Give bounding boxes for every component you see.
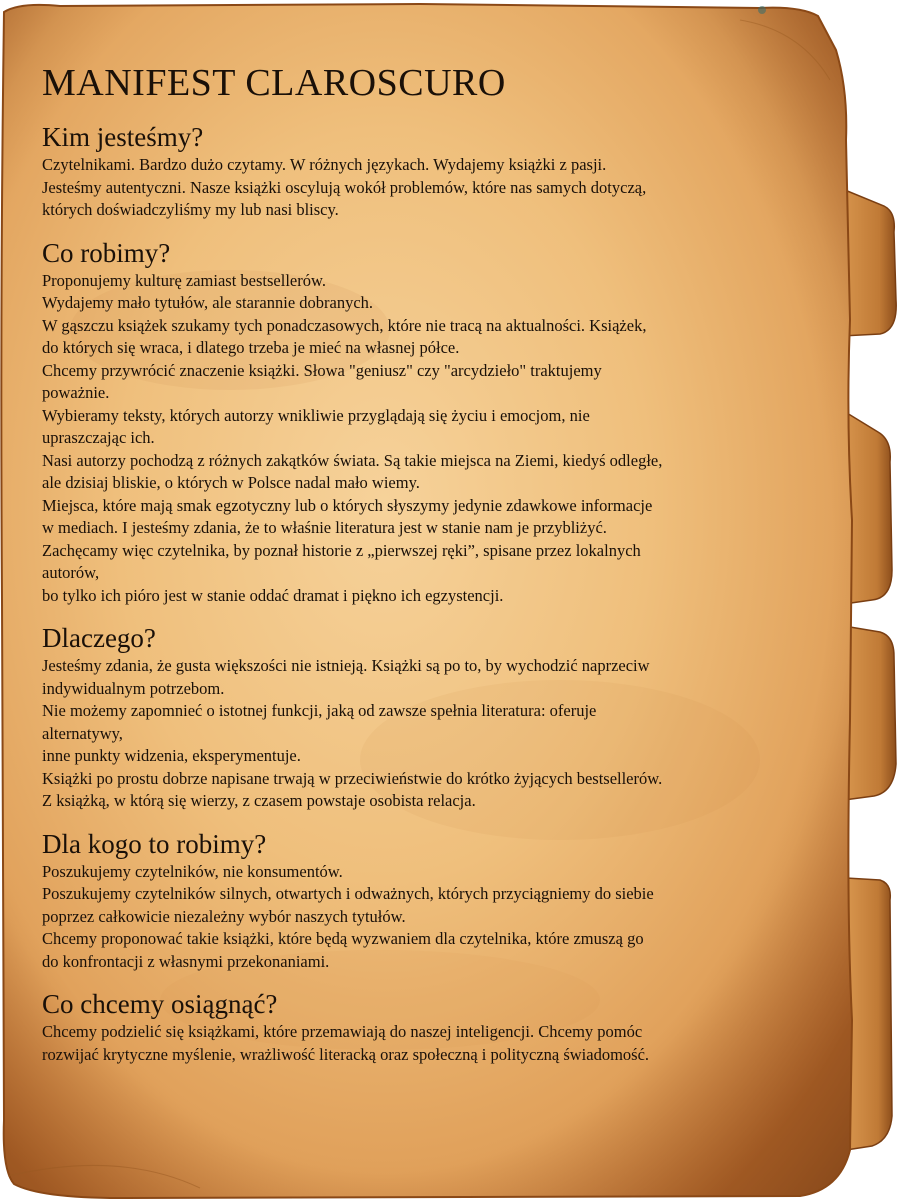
paragraph-line: do których się wraca, i dlatego trzeba je mieć na własnej półce. [42,338,460,357]
paragraph-line: Wybieramy teksty, których autorzy wnikliwie przyglądają się życiu i emocjom, nie [42,405,590,425]
paragraph-line: których doświadczyliśmy my lub nasi bliscy. [42,200,339,219]
paragraph-line: Miejsca, które mają smak egzotyczny lub o których słyszymy jedynie zdawkowe informacje [42,495,653,515]
paragraph-line: upraszczając ich. [42,428,155,447]
paragraph-line: Chcemy podzielić się książkami, które przemawiają do naszej inteligencji. Chcemy pomóc [42,1022,643,1041]
paragraph-line: Nie możemy zapomnieć o istotnej funkcji, jaką od zawsze spełnia literatura: oferuje [42,701,597,720]
paragraph-line: Proponujemy kulturę zamiast bestsellerów. [42,270,326,290]
section [42,120,822,222]
section [42,621,822,813]
sections-container [42,120,822,1066]
index-tab-4 [846,878,892,1150]
paragraph-line: inne punkty widzenia, eksperymentuje. [42,746,301,765]
paragraph-line: Książki po prostu dobrze napisane trwają w przeciwieństwie do krótko żyjących bestsellerów. [42,768,663,788]
section-heading: Dla kogo to robimy? [42,828,267,859]
paragraph-line: Zachęcamy więc czytelnika, by poznał historie z „pierwszej ręki”, spisane przez lokalnych [42,540,641,560]
index-tab-3 [844,626,896,800]
paragraph-line: Jesteśmy autentyczni. Nasze książki oscylują wokół problemów, które nas samych dotyczą, [42,177,647,197]
paragraph-line: ale dzisiaj bliskie, o których w Polsce nadal mało wiemy. [42,473,420,492]
section-heading: Dlaczego? [42,623,156,653]
paragraph-line: Chcemy proponować takie książki, które będą wyzwaniem dla czytelnika, które zmuszą go [42,929,644,948]
paragraph-line: Poszukujemy czytelników, nie konsumentów. [42,861,343,881]
paragraph-line: W gąszczu książek szukamy tych ponadczasowych, które nie tracą na aktualności. Książek, [42,315,647,335]
paragraph-line: rozwijać krytyczne myślenie, wrażliwość literacką oraz społeczną i polityczną świadomość. [42,1044,650,1064]
paragraph-line: Czytelnikami. Bardzo dużo czytamy. W różnych językach. Wydajemy książki z pasji. [42,155,607,174]
paragraph-line: indywidualnym potrzebom. [42,678,225,698]
section [42,236,822,608]
paragraph-line: bo tylko ich pióro jest w stanie oddać dramat i piękno ich egzystencji. [42,585,504,605]
paragraph-line: Poszukujemy czytelników silnych, otwartych i odważnych, których przyciągniemy do siebie [42,884,654,903]
paragraph-line: Nasi autorzy pochodzą z różnych zakątków świata. Są takie miejsca na Ziemi, kiedyś odległe, [42,450,663,470]
section [42,827,822,974]
paragraph-line: autorów, [42,563,100,582]
document-title: MANIFEST CLAROSCURO [42,62,506,104]
section-heading: Kim jesteśmy? [42,122,204,152]
paragraph-line: Jesteśmy zdania, że gusta większości nie istnieją. Książki są po to, by wychodzić naprzeciw [42,656,650,675]
paragraph-line: Wydajemy mało tytułów, ale starannie dobranych. [42,293,374,312]
paragraph-line: do konfrontacji z własnymi przekonaniami. [42,951,330,971]
paragraph-line: Z książką, w którą się wierzy, z czasem powstaje osobista relacja. [42,791,476,810]
paragraph-line: w mediach. I jesteśmy zdania, że to właśnie literatura jest w stanie nam je przybliżyć. [42,518,607,537]
paragraph-line: Chcemy przywrócić znaczenie książki. Słowa "geniusz" czy "arcydzieło" traktujemy [42,360,602,380]
section [42,987,822,1066]
paragraph-line: poważnie. [42,383,110,402]
section-heading: Co chcemy osiągnąć? [42,989,278,1019]
section-heading: Co robimy? [42,237,171,268]
paragraph-line: poprzez całkowicie niezależny wybór naszych tytułów. [42,906,406,926]
paragraph-line: alternatywy, [42,723,123,743]
manifest-content [42,58,822,1080]
